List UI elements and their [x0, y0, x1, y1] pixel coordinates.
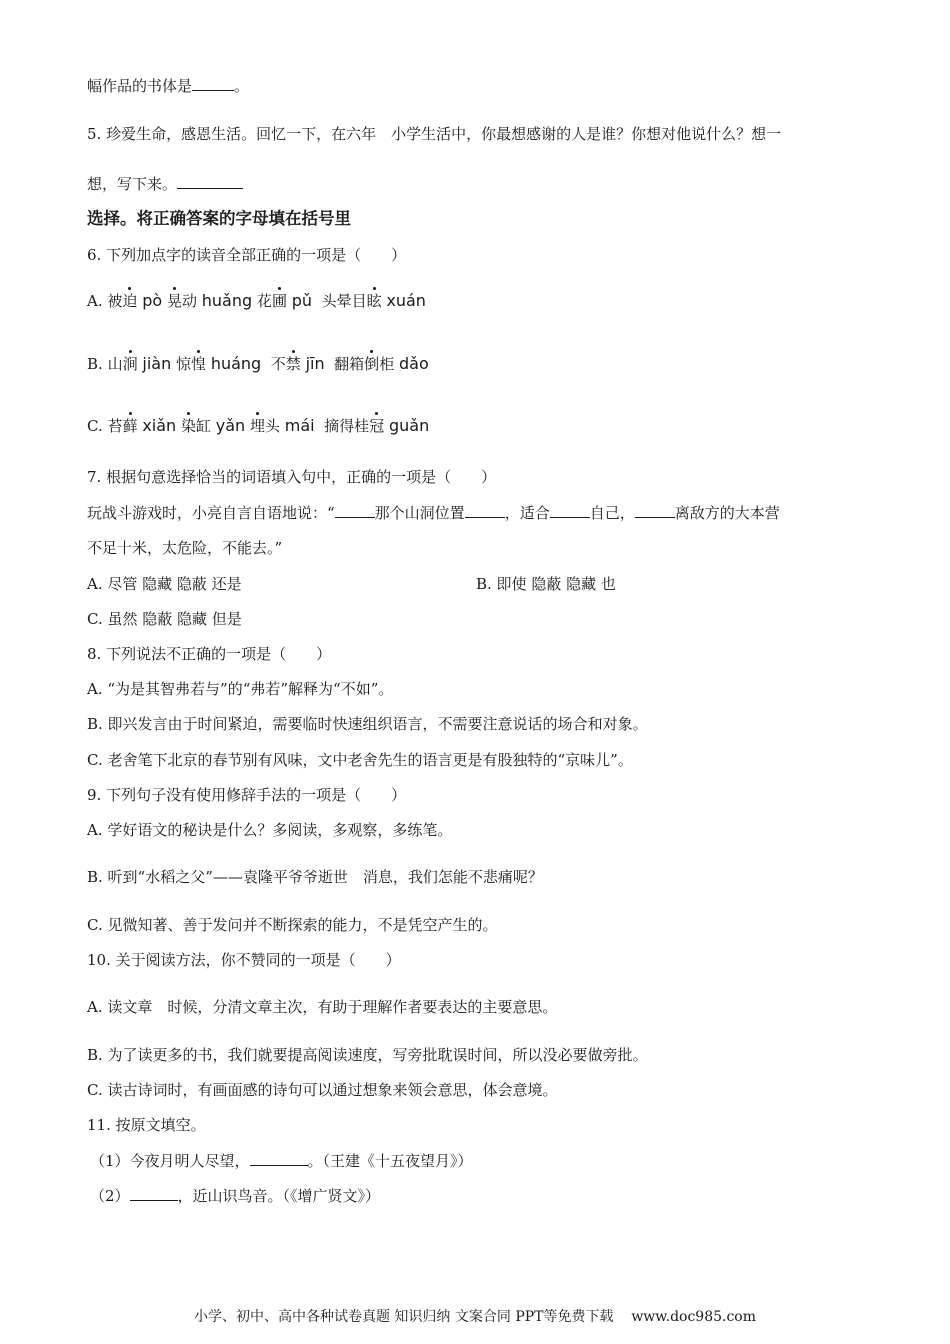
- q6-option-a[interactable]: A. 被迫 pò 晃动 huǎng 花圃 pǔ 头晕目眩 xuán: [87, 291, 426, 310]
- pinyin: huáng: [210, 354, 262, 373]
- answer-blank[interactable]: [635, 503, 675, 518]
- emphasis-dot-char: 圃: [271, 292, 287, 310]
- emphasis-dot-char: 禁: [285, 355, 301, 373]
- pinyin: yǎn: [215, 416, 246, 435]
- pinyin: guǎn: [388, 416, 430, 435]
- q7-stem: 7. 根据句意选择恰当的词语填入句中，正确的一项是（ ）: [87, 468, 497, 486]
- answer-blank[interactable]: [465, 503, 505, 518]
- emphasis-dot-char: 染: [180, 417, 196, 435]
- emphasis-dot-char: 冠: [369, 417, 385, 435]
- section-heading: 选择。将正确答案的字母填在括号里: [87, 209, 351, 228]
- q11-item-2: （2） ，近山识鸟音。（《增广贤文》）: [90, 1187, 381, 1205]
- emphasis-dot-char: 眩: [366, 292, 382, 310]
- q5-line-2: 想，写下来。: [87, 174, 243, 194]
- q11-item-1: （1）今夜月明人尽望， 。（王建《十五夜望月》）: [90, 1152, 473, 1170]
- q10-option-b[interactable]: B. 为了读更多的书，我们就要提高阅读速度，写旁批耽误时间，所以没必要做旁批。: [87, 1046, 648, 1064]
- q10-option-a[interactable]: A. 读文章 时候，分清文章主次，有助于理解作者要表达的主要意思。: [87, 998, 558, 1016]
- page-footer: [0, 1306, 950, 1326]
- q7-option-c[interactable]: C. 虽然 隐蔽 隐藏 但是: [87, 610, 242, 628]
- answer-blank[interactable]: [192, 76, 234, 91]
- emphasis-dot-char: 倒: [364, 355, 380, 373]
- q7-option-a[interactable]: A. 尽管 隐藏 隐蔽 还是: [87, 575, 242, 593]
- answer-blank[interactable]: [550, 503, 590, 518]
- emphasis-dot-char: 迫: [122, 292, 138, 310]
- pinyin: jīn: [305, 354, 325, 373]
- pinyin: xuán: [386, 291, 426, 310]
- answer-blank[interactable]: [335, 503, 375, 518]
- pinyin: pǔ: [291, 291, 313, 310]
- q8-option-a[interactable]: A. “为是其智弗若与”的“弗若”解释为“不如”。: [87, 680, 394, 698]
- q10-option-c[interactable]: C. 读古诗词时，有画面感的诗句可以通过想象来领会意思，体会意境。: [87, 1081, 558, 1099]
- pinyin: xiǎn: [142, 416, 177, 435]
- q4-tail-line: 幅作品的书体是 。: [87, 77, 250, 95]
- q6-stem: 6. 下列加点字的读音全部正确的一项是（ ）: [87, 246, 407, 264]
- q7-sentence-line-1: 玩战斗游戏时，小亮自言自语地说：“ 那个山洞位置 ，适合 自己， 离敌方的大本营: [87, 504, 780, 522]
- emphasis-dot-char: 涧: [122, 355, 138, 373]
- q10-stem: 10. 关于阅读方法，你不赞同的一项是（ ）: [87, 951, 401, 969]
- answer-blank[interactable]: [177, 174, 243, 189]
- q9-option-c[interactable]: C. 见微知著、善于发问并不断探索的能力，不是凭空产生的。: [87, 916, 498, 934]
- q9-option-b[interactable]: B. 听到“水稻之父”——袁隆平爷爷逝世 消息，我们怎能不悲痛呢？: [87, 868, 543, 886]
- pinyin: pò: [142, 291, 163, 310]
- emphasis-dot-char: 晃: [166, 292, 182, 310]
- emphasis-dot-char: 藓: [122, 417, 138, 435]
- q8-stem: 8. 下列说法不正确的一项是（ ）: [87, 645, 332, 663]
- footer-text: 小学、初中、高中各种试卷真题 知识归纳 文案合同 PPT等免费下载: [193, 1309, 614, 1325]
- q6-option-b[interactable]: B. 山涧 jiàn 惊惶 huáng 不禁 jīn 翻箱倒柜 dǎo: [87, 354, 429, 373]
- answer-blank[interactable]: [250, 1151, 308, 1166]
- q5-line-1: 5. 珍爱生命，感恩生活。回忆一下，在六年 小学生活中，你最想感谢的人是谁？你想对他说什么？想一: [87, 125, 782, 143]
- answer-blank[interactable]: [130, 1186, 178, 1201]
- q7-option-b[interactable]: B. 即使 隐蔽 隐藏 也: [476, 575, 616, 593]
- q8-option-b[interactable]: B. 即兴发言由于时间紧迫，需要临时快速组织语言，不需要注意说话的场合和对象。: [87, 715, 648, 733]
- emphasis-dot-char: 埋: [249, 417, 265, 435]
- q9-stem: 9. 下列句子没有使用修辞手法的一项是（ ）: [87, 786, 407, 804]
- q11-stem: 11. 按原文填空。: [87, 1116, 206, 1134]
- pinyin: huǎng: [201, 291, 253, 310]
- pinyin: dǎo: [398, 354, 429, 373]
- footer-site[interactable]: www.doc985.com: [631, 1309, 757, 1325]
- q8-option-c[interactable]: C. 老舍笔下北京的春节别有风味，文中老舍先生的语言更是有股独特的“京味儿”。: [87, 751, 633, 769]
- q6-option-c[interactable]: C. 苔藓 xiǎn 染缸 yǎn 埋头 mái 摘得桂冠 guǎn: [87, 416, 430, 435]
- q7-sentence-line-2: 不足十米，太危险，不能去。”: [87, 539, 283, 557]
- emphasis-dot-char: 惶: [191, 355, 207, 373]
- q9-option-a[interactable]: A. 学好语文的秘诀是什么？多阅读，多观察，多练笔。: [87, 821, 453, 839]
- pinyin: mái: [284, 416, 315, 435]
- pinyin: jiàn: [142, 354, 172, 373]
